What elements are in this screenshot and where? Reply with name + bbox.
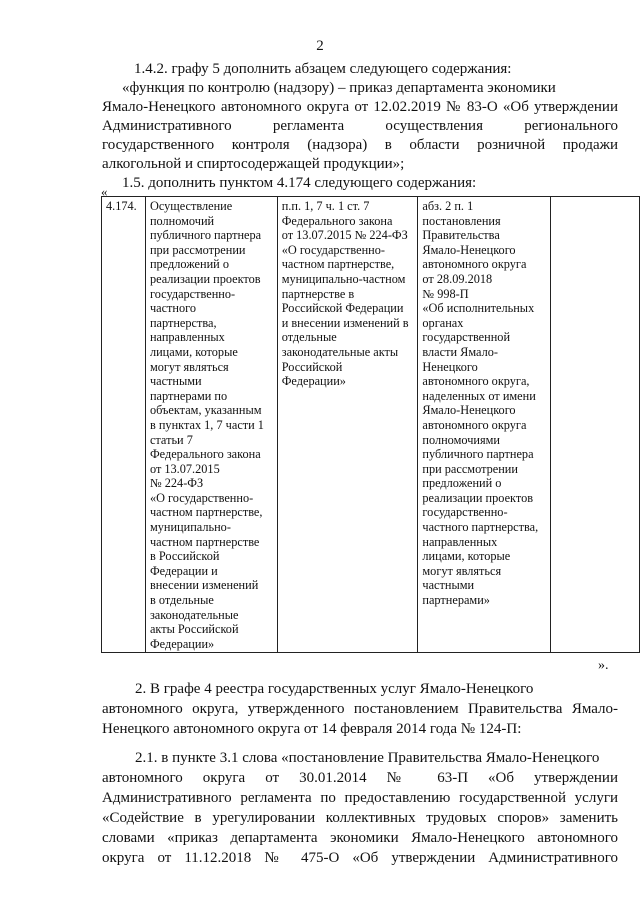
cell-text-line: автономного округа <box>422 257 527 272</box>
cell-text-line: Российской <box>281 359 343 374</box>
cell-text-line: партнерстве в <box>281 286 355 301</box>
cell-text-line: частного <box>149 301 197 316</box>
cell-text-line: частном партнерстве, <box>149 505 263 520</box>
cell-text-line: муниципально- <box>149 520 231 535</box>
para3-line-1: 2.1. в пункте 3.1 слова «постановление Правительства Ямало-Ненецкого <box>135 750 600 766</box>
cell-text-line: направленных <box>422 534 498 549</box>
cell-text-line: Федерации и <box>149 563 218 578</box>
cell-text-line: реализации проектов <box>149 271 261 286</box>
para3-line-3: Административного регламента по предоставлению государственной услуги <box>102 790 618 806</box>
para3-line-2: автономного округа от 30.01.2014 № 63-П «Об утверждении <box>102 770 618 786</box>
cell-text-line: № 224-ФЗ <box>149 476 204 491</box>
cell-text-line: государственно- <box>422 505 508 520</box>
authority-act-cell <box>418 197 550 653</box>
cell-text-line: направленных <box>149 330 225 345</box>
cell-text-line: частными <box>149 374 202 389</box>
cell-text-line: постановления <box>422 213 501 228</box>
cell-text-line: Правительства <box>422 228 500 243</box>
cell-text-line: партнерами» <box>422 593 490 608</box>
cell-text-line: Ямало-Ненецкого <box>422 242 516 257</box>
intro-line-1: 1.4.2. графу 5 дополнить абзацем следующего содержания: <box>134 61 512 77</box>
cell-text-line: Федерации» <box>281 374 346 389</box>
intro-line-3: Ямало-Ненецкого автономного округа от 12.02.2019 № 83-О «Об утверждении <box>102 99 618 115</box>
cell-text-line: при рассмотрении <box>422 461 518 476</box>
cell-text-line: партнерами по <box>149 388 228 403</box>
cell-text-line: при рассмотрении <box>149 242 246 257</box>
cell-text-line: публичного партнера <box>422 447 534 462</box>
cell-text-line: «Об исполнительных <box>422 301 535 316</box>
intro-line-2: «функция по контролю (надзору) – приказ департамента экономики <box>122 80 556 96</box>
cell-text-line: государственно- <box>149 286 236 301</box>
row-number: 4.174. <box>106 199 137 213</box>
cell-text-line: законодательные <box>149 607 239 622</box>
para2-line-3: Ненецкого автономного округа от 14 февраля 2014 года № 124-П: <box>102 721 522 737</box>
cell-text-line: абз. 2 п. 1 <box>422 199 474 213</box>
para3-line-4: «Содействие в урегулировании коллективных трудовых споров» заменить <box>102 810 618 826</box>
cell-text-line: объектам, указанным <box>149 403 262 418</box>
para2-line-1: 2. В графе 4 реестра государственных услуг Ямало-Ненецкого <box>135 681 534 697</box>
intro-line-6: алкогольной и спиртосодержащей продукции»; <box>102 156 405 172</box>
cell-text-line: наделенных от имени <box>422 388 536 403</box>
cell-text-line: частного партнерства, <box>422 520 539 535</box>
cell-text-line: государственной <box>422 330 511 345</box>
cell-text-line: в Российской <box>149 549 220 564</box>
cell-text-line: предложений о <box>422 476 502 491</box>
empty-cell <box>550 197 639 653</box>
cell-text-line: лицами, которые <box>149 344 238 359</box>
cell-text-line: акты Российской <box>149 622 239 637</box>
registry-table <box>101 196 640 653</box>
cell-text-line: реализации проектов <box>422 490 534 505</box>
close-quote: ». <box>598 658 609 673</box>
para3-line-6: округа от 11.12.2018 № 475-О «Об утверждении Административного <box>102 850 618 866</box>
cell-text-line: «О государственно- <box>149 490 254 505</box>
cell-text-line: Ямало-Ненецкого <box>422 403 516 418</box>
cell-text-line: могут являться <box>149 359 229 374</box>
cell-text-line: от 28.09.2018 <box>422 271 493 286</box>
row-number-cell <box>102 197 146 653</box>
cell-text-line: «О государственно- <box>281 242 385 257</box>
open-quote: « <box>101 184 108 199</box>
cell-text-line: Осуществление <box>149 199 233 213</box>
cell-text-line: законодательные акты <box>281 344 399 359</box>
cell-text-line: органах <box>422 315 464 330</box>
cell-text-line: лицами, которые <box>422 549 511 564</box>
cell-text-line: п.п. 1, 7 ч. 1 ст. 7 <box>281 199 370 213</box>
legal-basis-cell <box>277 197 418 653</box>
cell-text-line: полномочий <box>149 213 215 228</box>
cell-text-line: № 998-П <box>422 286 469 301</box>
cell-text-line: в отдельные <box>149 593 214 608</box>
page-number: 2 <box>316 38 324 54</box>
cell-text-line: в пунктах 1, 7 части 1 <box>149 417 264 432</box>
cell-text-line: внесении изменений <box>149 578 259 593</box>
para3-line-5: словами «приказ департамента экономики Ямало-Ненецкого автономного <box>102 830 618 846</box>
cell-text-line: Федерального закона <box>149 447 261 462</box>
cell-text-line: отдельные <box>281 330 337 345</box>
cell-text-line: Федерации» <box>149 636 215 651</box>
cell-text-line: полномочиями <box>422 432 500 447</box>
function-description-cell <box>145 197 277 653</box>
cell-text-line: публичного партнера <box>149 228 262 243</box>
cell-text-line: могут являться <box>422 563 502 578</box>
cell-text-line: статьи 7 <box>149 432 193 447</box>
cell-text-line: партнерства, <box>149 315 217 330</box>
para2-line-2: автономного округа, утвержденного постановлением Правительства Ямало- <box>102 701 618 717</box>
cell-text-line: частном партнерстве <box>149 534 260 549</box>
table-row <box>102 197 640 653</box>
cell-text-line: частными <box>422 578 475 593</box>
cell-text-line: власти Ямало- <box>422 344 498 359</box>
intro-line-7: 1.5. дополнить пунктом 4.174 следующего содержания: <box>122 175 477 191</box>
cell-text-line: Федерального закона <box>281 213 393 228</box>
cell-text-line: муниципально-частном <box>281 271 406 286</box>
cell-text-line: от 13.07.2015 № 224-ФЗ <box>281 228 408 243</box>
intro-line-5: государственного контроля (надзора) в области розничной продажи <box>102 137 618 153</box>
cell-text-line: частном партнерстве, <box>281 257 395 272</box>
cell-text-line: Российской Федерации <box>281 301 404 316</box>
cell-text-line: автономного округа, <box>422 374 530 389</box>
cell-text-line: автономного округа <box>422 417 527 432</box>
intro-line-4: Административного регламента осуществления регионального <box>102 118 618 134</box>
cell-text-line: Ненецкого <box>422 359 478 374</box>
cell-text-line: предложений о <box>149 257 229 272</box>
cell-text-line: от 13.07.2015 <box>149 461 220 476</box>
cell-text-line: и внесении изменений в <box>281 315 409 330</box>
